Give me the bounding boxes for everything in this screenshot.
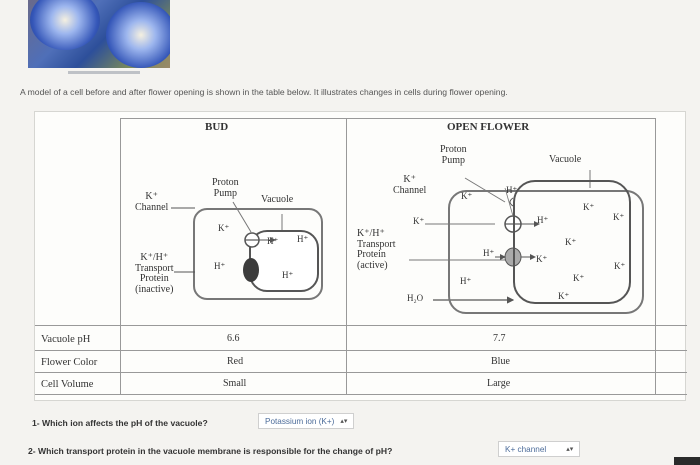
bud-flower-color: Red	[227, 356, 244, 367]
open-k-ion-8: K⁺	[573, 273, 585, 283]
question-2-text: 2- Which transport protein in the vacuole membrane is responsible for the change of pH?	[28, 446, 393, 456]
row-label-vacuole-ph: Vacuole pH	[41, 334, 91, 345]
open-h-ion-4: H⁺	[537, 215, 549, 225]
bud-h-ion-vacuole-2: H⁺	[282, 270, 294, 280]
open-k-ion-3: K⁺	[536, 254, 548, 264]
open-k-channel-label: K⁺ Channel	[393, 174, 427, 196]
answer-2-select[interactable]	[498, 441, 580, 457]
open-flower-color: Blue	[491, 356, 510, 367]
bud-transport-protein-icon	[243, 258, 259, 282]
table-bottom-line	[35, 394, 687, 395]
table-row-line-2	[35, 372, 687, 373]
answer-2-value: K+ channel	[505, 444, 547, 454]
intro-text: A model of a cell before and after flower opening is shown in the table below. It illustrates changes in cells during flower opening.	[20, 87, 508, 97]
open-transport-label: K⁺/H⁺ Transport Protein (active)	[357, 228, 396, 271]
open-k-ion-5: K⁺	[613, 212, 625, 222]
open-k-ion-2: K⁺	[413, 216, 425, 226]
flower-photo	[28, 0, 170, 68]
bud-proton-pump-label: Proton Pump	[212, 177, 239, 199]
answer-1-value: Potassium ion (K+)	[265, 416, 335, 426]
bud-h-ion: H⁺	[214, 261, 226, 271]
open-k-ion-1: K⁺	[461, 191, 473, 201]
question-2	[28, 446, 392, 456]
open-flower-header: OPEN FLOWER	[447, 121, 530, 133]
bud-header: BUD	[205, 121, 229, 133]
open-k-ion-4: K⁺	[583, 202, 595, 212]
bud-transport-label: K⁺/H⁺ Transport Protein (inactive)	[135, 252, 174, 295]
table-top-line	[35, 325, 687, 326]
bud-k-channel-label: K⁺ Channel	[135, 191, 169, 213]
chevron-updown-icon: ▴▾	[566, 446, 574, 453]
corner-badge	[674, 457, 700, 465]
open-h-ion-3: H⁺	[460, 276, 472, 286]
open-k-ion-7: K⁺	[614, 261, 626, 271]
question-1-text: 1- Which ion affects the pH of the vacuole?	[32, 418, 208, 428]
bud-h-ion-arrow: H⁺	[267, 236, 279, 246]
bud-vacuole-label: Vacuole	[261, 194, 294, 205]
bud-vacuole-ph: 6.6	[227, 333, 240, 344]
open-vacuole-ph: 7.7	[493, 333, 506, 344]
bud-k-ion: K⁺	[218, 223, 230, 233]
cell-model-card	[34, 111, 686, 401]
open-water-label: H₂O	[407, 293, 424, 303]
open-cell-volume: Large	[487, 378, 511, 389]
open-proton-pump-label: Proton Pump	[440, 144, 467, 166]
open-k-ion-6: K⁺	[565, 237, 577, 247]
row-label-cell-volume: Cell Volume	[41, 379, 94, 390]
open-h-ion-2: H⁺	[483, 248, 495, 258]
bud-h-ion-vacuole-1: H⁺	[297, 234, 309, 244]
row-label-flower-color: Flower Color	[41, 357, 98, 368]
photo-caption	[68, 71, 140, 74]
open-vacuole-label: Vacuole	[549, 154, 582, 165]
table-row-line-1	[35, 350, 687, 351]
open-k-ion-9: K⁺	[558, 291, 570, 301]
bud-pump-leader	[233, 202, 251, 232]
chevron-updown-icon: ▴▾	[340, 418, 348, 425]
open-h-ion-1: H⁺	[506, 185, 518, 195]
question-1	[32, 418, 208, 428]
answer-1-select[interactable]	[258, 413, 354, 429]
bud-cell-volume: Small	[223, 378, 247, 389]
